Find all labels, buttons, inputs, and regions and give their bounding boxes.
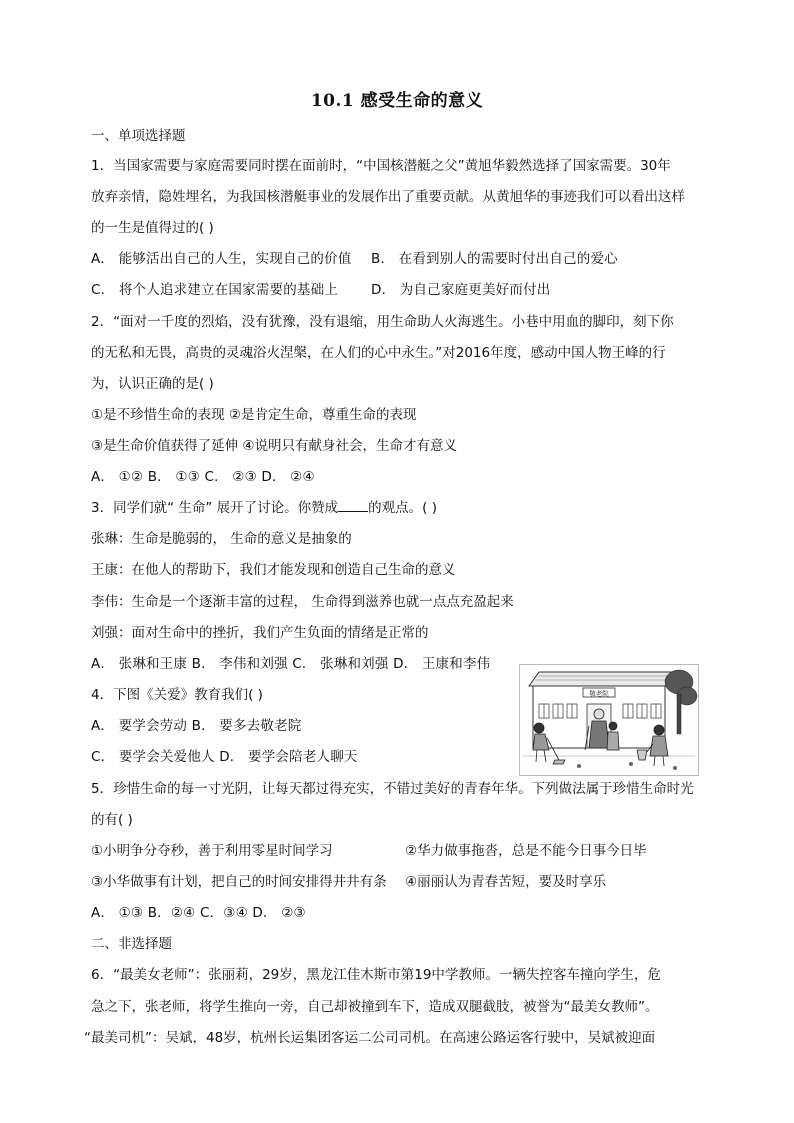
q1-option-a: A． 能够活出自己的人生，实现自己的价值: [91, 251, 352, 267]
q1-option-d: D． 为自己家庭更美好而付出: [371, 282, 551, 298]
q5-statement-4: ④丽丽认为青春苦短，要及时享乐: [405, 874, 607, 890]
q1-option-b: B． 在看到别人的需要时付出自己的爱心: [371, 251, 618, 267]
q2-options: A． ①② B． ①③ C． ②③ D． ②④: [91, 469, 315, 485]
q2-line-1: 2．“面对一千度的烈焰，没有犹豫，没有退缩，用生命助人火海逃生。小巷中用血的脚印，刻下你: [91, 314, 674, 330]
answer-blank: [338, 499, 368, 512]
q2-statements-2: ③是生命价值获得了延伸 ④说明只有献身社会，生命才有意义: [91, 438, 457, 454]
q1-line-3: 的一生是值得过的( ): [91, 220, 214, 236]
q2-statements-1: ①是不珍惜生命的表现 ②是肯定生命，尊重生命的表现: [91, 407, 417, 423]
q5-statement-1: ①小明争分夺秒，善于利用零星时间学习: [91, 843, 333, 859]
q3-line-1: [91, 499, 437, 517]
q3-view-liuqiang: 刘强：面对生命中的挫折，我们产生负面的情绪是正常的: [91, 625, 429, 641]
q1-line-2: 放弃亲情，隐姓埋名，为我国核潜艇事业的发展作出了重要贡献。从黄旭华的事迹我们可以看出这样: [91, 189, 685, 205]
q3-stem-start: 3．同学们就“ 生命” 展开了讨论。你赞成: [91, 500, 339, 516]
q5-line-2: 的有( ): [91, 812, 133, 828]
q3-stem-end: 的观点。( ): [368, 500, 437, 516]
q2-line-2: 的无私和无畏，高贵的灵魂浴火涅槃，在人们的心中永生。”对2016年度，感动中国人物王峰的行: [91, 345, 666, 361]
care-illustration: [519, 664, 699, 776]
q5-statement-2: ②华力做事拖沓，总是不能今日事今日毕: [405, 843, 647, 859]
q6-line-2: 急之下，张老师，将学生推向一旁，自己却被撞到车下，造成双腿截肢，被誉为“最美女教师”。: [91, 999, 659, 1015]
q5-options: A． ①③ B．②④ C．③④ D． ②③: [91, 905, 306, 921]
q5-line-1: 5．珍惜生命的每一寸光阴，让每天都过得充实，不错过美好的青春年华。下列做法属于珍惜生命时光: [91, 781, 694, 797]
q1-line-1: 1．当国家需要与家庭需要同时摆在面前时，“中国核潜艇之父”黄旭华毅然选择了国家需要。30年: [91, 158, 671, 174]
q3-view-wangkang: 王康：在他人的帮助下，我们才能发现和创造自己生命的意义: [91, 562, 456, 578]
page-title: 10.1 感受生命的意义: [310, 91, 484, 111]
q5-statement-3: ③小华做事有计划，把自己的时间安排得井井有条: [91, 874, 387, 890]
q1-option-c: C． 将个人追求建立在国家需要的基础上: [91, 282, 339, 298]
q4-options-ab: A． 要学会劳动 B． 要多去敬老院: [91, 718, 302, 734]
q6-line-3: “最美司机”：吴斌，48岁，杭州长运集团客运二公司司机。在高速公路运客行驶中，吴斌被迎面: [84, 1030, 656, 1046]
q3-view-zhanglin: 张琳：生命是脆弱的， 生命的意义是抽象的: [91, 531, 352, 547]
q4-line-1: 4．下图《关爱》教育我们( ): [91, 687, 263, 703]
q2-line-3: 为，认识正确的是( ): [91, 376, 214, 392]
q4-options-cd: C． 要学会关爱他人 D． 要学会陪老人聊天: [91, 749, 358, 765]
q3-view-liwei: 李伟：生命是一个逐渐丰富的过程， 生命得到滋养也就一点点充盈起来: [91, 594, 514, 610]
section-heading-nonchoice: 二、非选择题: [91, 936, 172, 952]
q3-options: A． 张琳和王康 B． 李伟和刘强 C． 张琳和刘强 D． 王康和李伟: [91, 656, 491, 672]
sign-label: 敬老院: [589, 689, 609, 698]
q6-line-1: 6．“最美女老师”：张丽莉，29岁，黑龙江佳木斯市第19中学教师。一辆失控客车撞向学生，危: [91, 967, 661, 983]
section-heading-choice: 一、单项选择题: [91, 128, 186, 144]
